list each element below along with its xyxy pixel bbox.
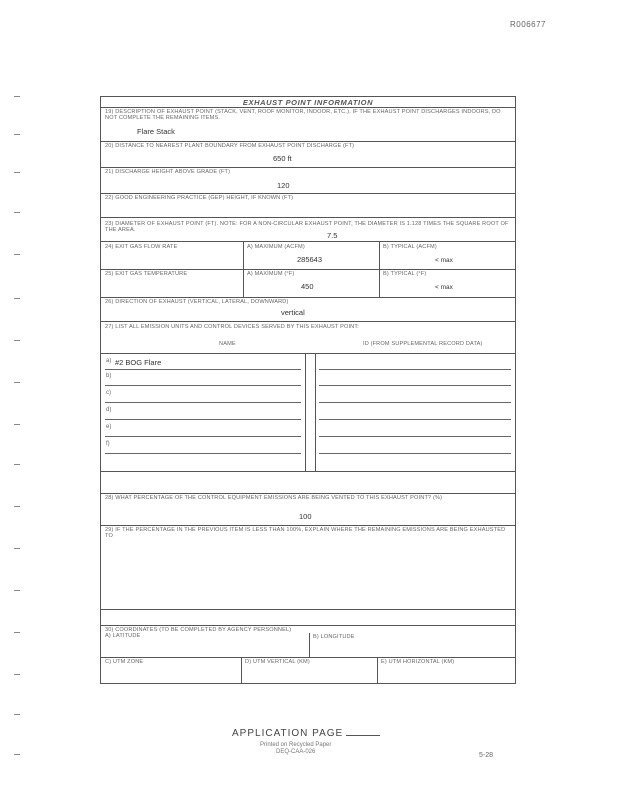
application-page-title	[232, 728, 380, 739]
label-gep-height: 22) GOOD ENGINEERING PRACTICE (GEP) HEIGHT, IF KNOWN (FT)	[105, 195, 294, 201]
flow-max-value[interactable]: 285643	[297, 255, 323, 264]
discharge-height-value[interactable]: 120	[277, 181, 290, 190]
footer-notes	[260, 742, 331, 756]
label-discharge-height: 21) DISCHARGE HEIGHT ABOVE GRADE (FT)	[105, 169, 231, 175]
label-flow-typical: B) TYPICAL (ACFM)	[383, 244, 437, 250]
temp-max-value[interactable]: 450	[301, 282, 314, 291]
temp-typical-value[interactable]: < max	[435, 284, 453, 291]
label-longitude: B) LONGITUDE	[313, 634, 355, 640]
exhaust-direction-value[interactable]: vertical	[281, 308, 305, 317]
label-exit-gas-temperature: 25) EXIT GAS TEMPERATURE	[105, 271, 188, 277]
label-temp-typical: B) TYPICAL (°F)	[383, 271, 427, 277]
label-emission-units: 27) LIST ALL EMISSION UNITS AND CONTROL DEVICES SERVED BY THIS EXHAUST POINT:	[105, 324, 360, 330]
form-code: DEQ-CAA-026	[276, 749, 316, 755]
recycled-paper-note: Printed on Recycled Paper	[260, 742, 332, 748]
label-utm-horizontal: E) UTM HORIZONTAL (KM)	[381, 659, 455, 665]
label-remaining-emissions: 29) IF THE PERCENTAGE IN THE PREVIOUS ITEM IS LESS THAN 100%, EXPLAIN WHERE THE REMAINING EMISSIONS ARE BEING EXHAUSTED TO	[105, 527, 506, 540]
label-percent-vented: 28) WHAT PERCENTAGE OF THE CONTROL EQUIPMENT EMISSIONS ARE BEING VENTED TO THIS EXHAUST POINT? (%)	[105, 495, 443, 501]
label-exhaust-description: 19) DESCRIPTION OF EXHAUST POINT (STACK, VENT, ROOF MONITOR, INDOOR, ETC.). IF THE EXHAUST POINT DISCHARGES INDOORS, DO NOT COMPLETE THE REMAINING ITEMS.	[105, 109, 501, 122]
label-utm-zone: C) UTM ZONE	[105, 659, 144, 665]
label-exhaust-direction: 26) DIRECTION OF EXHAUST (VERTICAL, LATERAL, DOWNWARD)	[105, 299, 289, 305]
col-header-id: ID (FROM SUPPLEMENTAL RECORD DATA)	[363, 341, 483, 347]
exhaust-point-form	[100, 96, 516, 684]
percent-vented-value[interactable]: 100	[299, 512, 312, 521]
label-exhaust-diameter: 23) DIAMETER OF EXHAUST POINT (FT). NOTE: FOR A NON-CIRCULAR EXHAUST POINT, THE DIAMETER IS 1.128 TIMES THE SQUARE ROOT OF THE AREA.	[105, 221, 509, 234]
exhaust-diameter-value[interactable]: 7.5	[327, 231, 338, 240]
col-header-name: NAME	[219, 341, 236, 347]
row-number: e)	[106, 424, 112, 430]
application-page-text: APPLICATION PAGE	[232, 728, 344, 739]
page-blank-line	[346, 735, 380, 736]
label-coordinates: 30) COORDINATES (TO BE COMPLETED BY AGENCY PERSONNEL)	[105, 627, 292, 633]
row-number: b)	[106, 373, 112, 379]
label-temp-max: A) MAXIMUM (°F)	[247, 271, 295, 277]
label-exit-gas-flow: 24) EXIT GAS FLOW RATE	[105, 244, 178, 250]
row-number: d)	[106, 407, 112, 413]
flow-typical-value[interactable]: < max	[435, 257, 453, 264]
label-utm-vertical: D) UTM VERTICAL (KM)	[245, 659, 310, 665]
label-latitude: A) LATITUDE	[105, 633, 141, 639]
row-number: a)	[106, 358, 112, 364]
label-boundary-distance: 20) DISTANCE TO NEAREST PLANT BOUNDARY FROM EXHAUST POINT DISCHARGE (FT)	[105, 143, 355, 149]
boundary-distance-value[interactable]: 650 ft	[273, 154, 292, 163]
row-number: f)	[106, 441, 110, 447]
form-title: EXHAUST POINT INFORMATION	[242, 98, 374, 107]
page-number: 5-28	[479, 752, 494, 759]
row-number: c)	[106, 390, 111, 396]
label-flow-max: A) MAXIMUM (ACFM)	[247, 244, 305, 250]
exhaust-description-value[interactable]: Flare Stack	[137, 127, 175, 136]
document-id: R006677	[510, 20, 546, 29]
emission-unit-name[interactable]: #2 BOG Flare	[115, 358, 162, 367]
